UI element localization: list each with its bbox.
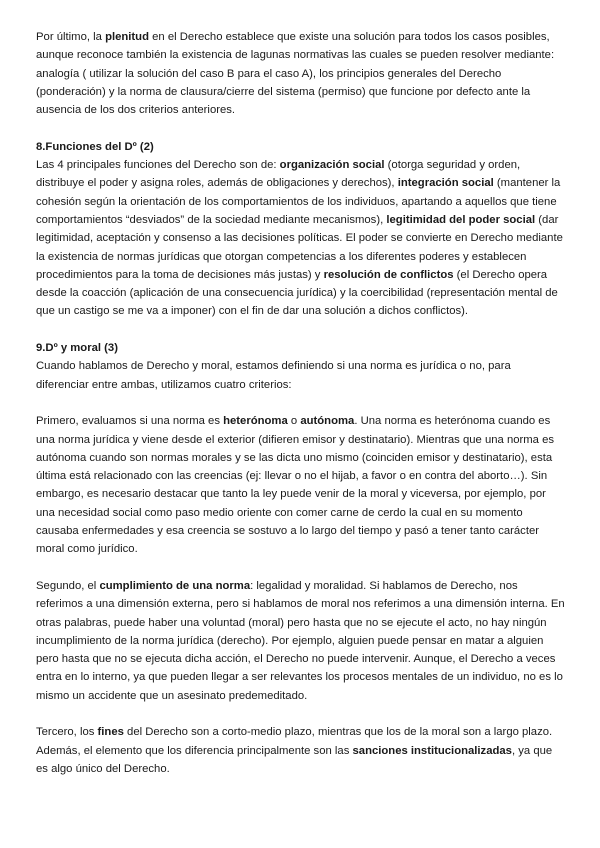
term-sanciones: sanciones institucionalizadas — [352, 744, 512, 757]
paragraph-gap — [36, 119, 566, 137]
paragraph-criterio-2: Segundo, el cumplimiento de una norma: legalidad y moralidad. Si hablamos de Derecho, nos referimos a una dimensión externa, pero si hablamos de moral nos referimos a una dimensión interna. En otras palabras, puede haber una voluntad (moral) pero hasta que no se ejecute el acto, no hay ningún incumplimiento de la norma jurídica (derecho). Por ejemplo, alguien puede pensar en matar a alguien pero hasta que no se ejecuta dicha acción, el Derecho no puede intervenir. Aunque, el Derecho a veces entra en lo interno, ya que pueden llegar a ser relevantes los procesos mentales de un individuo, no es lo mismo un accidente que un asesinato predemeditado. — [36, 579, 565, 702]
term-organizacion-social: organización social — [279, 159, 385, 172]
term-cumplimiento: cumplimiento de una norma — [99, 579, 251, 592]
term-fines: fines — [97, 726, 124, 739]
paragraph-funciones: Las 4 principales funciones del Derecho son de: organización social (otorga seguridad y orden, distribuye el poder y asigna roles, además de obligaciones y derechos), integración social (mantener la cohesión según la orientación de los comportamientos de los individuos, apartando a aquellos que tiene comportamientos “desviados” de la sociedad mediante mecanismos), legitimidad del poder social (dar legitimidad, aceptación y consenso a las decisiones políticas. El poder se convierte en Derecho mediante la existencia de normas jurídicas que otorgan competencias a los diferentes poderes y establecen procedimientos para la toma de decisiones más justas) y resolución de conflictos (el Derecho opera desde la coacción (aplicación de una consecuencia jurídica) y la coercibilidad (representación mental de que un castigo se me va a imponer) con el fin de dar una solución a dichos conflictos). — [36, 159, 563, 318]
paragraph-criterio-1: Primero, evaluamos si una norma es heterónoma o autónoma. Una norma es heterónoma cuando es una norma jurídica y viene desde el exterior (difieren emisor y destinatario). Mientras que una norma es autónoma cuando son normas morales y se las dicta uno mismo (coinciden emisor y destinatario), esta última está relacionado con las creencias (ej: llevar o no el hijab, a favor o en contra del aborto…). Sin embargo, es necesario destacar que tanto la ley puede venir de la moral y viceversa, por ejemplo, por una necesidad social como paso medio oriente con comer carne de cerdo la cual en su momento causaba enfermedades y esa creencia se sostuvo a lo largo del tiempo y pasó a tener tanto carácter moral como jurídico. — [36, 415, 555, 556]
section-heading-moral: 9.Dº y moral (3) — [36, 342, 118, 355]
paragraph-gap — [36, 705, 566, 723]
paragraph-gap — [36, 559, 566, 577]
term-integracion-social: integración social — [397, 177, 494, 190]
section-heading-funciones: 8.Funciones del Dº (2) — [36, 140, 154, 153]
term-plenitud: plenitud — [105, 31, 149, 43]
paragraph-moral-intro: Cuando hablamos de Derecho y moral, estamos definiendo si una norma es jurídica o no, para diferenciar entre ambas, utilizamos cuatro criterios: — [36, 360, 511, 391]
paragraph-gap — [36, 394, 566, 412]
paragraph-gap — [36, 321, 566, 339]
document-page — [36, 28, 566, 778]
term-heteronoma: heterónoma — [223, 415, 288, 428]
term-resolucion-conflictos: resolución de conflictos — [323, 268, 454, 281]
term-autonoma: autónoma — [300, 415, 355, 428]
paragraph-criterio-3: Tercero, los fines del Derecho son a corto-medio plazo, mientras que los de la moral son a largo plazo. Además, el elemento que los diferencia principalmente son las sanciones institucionalizadas, ya que es algo único del Derecho. — [36, 726, 553, 775]
paragraph-plenitud: Por último, la plenitud en el Derecho establece que existe una solución para todos los casos posibles, aunque reconoce también la existencia de lagunas normativas las cuales se pueden resolver mediante: analogía ( utilizar la solución del caso B para el caso A), los principios generales del Derecho (ponderación) y la norma de clausura/cierre del sistema (permiso) que funcione por defecto ante la ausencia de los dos criterios anteriores. — [36, 31, 555, 117]
term-legitimidad: legitimidad del poder social — [386, 213, 536, 226]
